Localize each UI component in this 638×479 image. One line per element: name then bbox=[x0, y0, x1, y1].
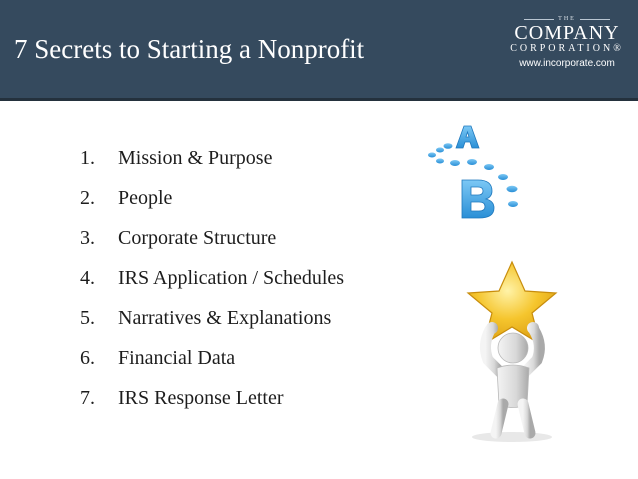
list-item bbox=[80, 258, 344, 298]
list-item bbox=[80, 298, 344, 338]
list-item bbox=[80, 338, 344, 378]
list-text: Narratives & Explanations bbox=[118, 307, 332, 329]
secrets-list bbox=[80, 138, 344, 418]
list-item bbox=[80, 218, 344, 258]
list-text: Financial Data bbox=[118, 347, 236, 369]
list-number: 3. bbox=[80, 227, 95, 249]
company-logo bbox=[508, 16, 626, 71]
list-item bbox=[80, 378, 344, 418]
list-text: IRS Response Letter bbox=[118, 387, 284, 409]
list-number: 4. bbox=[80, 267, 95, 289]
list-number: 7. bbox=[80, 387, 95, 409]
slide-title: 7 Secrets to Starting a Nonprofit bbox=[14, 34, 365, 64]
logo-url-text: www.incorporate.com bbox=[519, 58, 615, 69]
list-number: 5. bbox=[80, 307, 95, 329]
list-item bbox=[80, 138, 344, 178]
list-number: 6. bbox=[80, 347, 95, 369]
list-number: 1. bbox=[80, 147, 95, 169]
list-item bbox=[80, 178, 344, 218]
list-number: 2. bbox=[80, 187, 95, 209]
list-text: Corporate Structure bbox=[118, 227, 277, 249]
title-banner bbox=[0, 0, 638, 101]
logo-the-text: THE bbox=[508, 16, 626, 22]
list-text: Mission & Purpose bbox=[118, 147, 273, 169]
logo-corporation-text: CORPORATION® bbox=[510, 43, 624, 54]
list-text: IRS Application / Schedules bbox=[118, 267, 345, 289]
logo-company-text: COMPANY bbox=[514, 22, 620, 44]
list-text: People bbox=[118, 187, 173, 209]
